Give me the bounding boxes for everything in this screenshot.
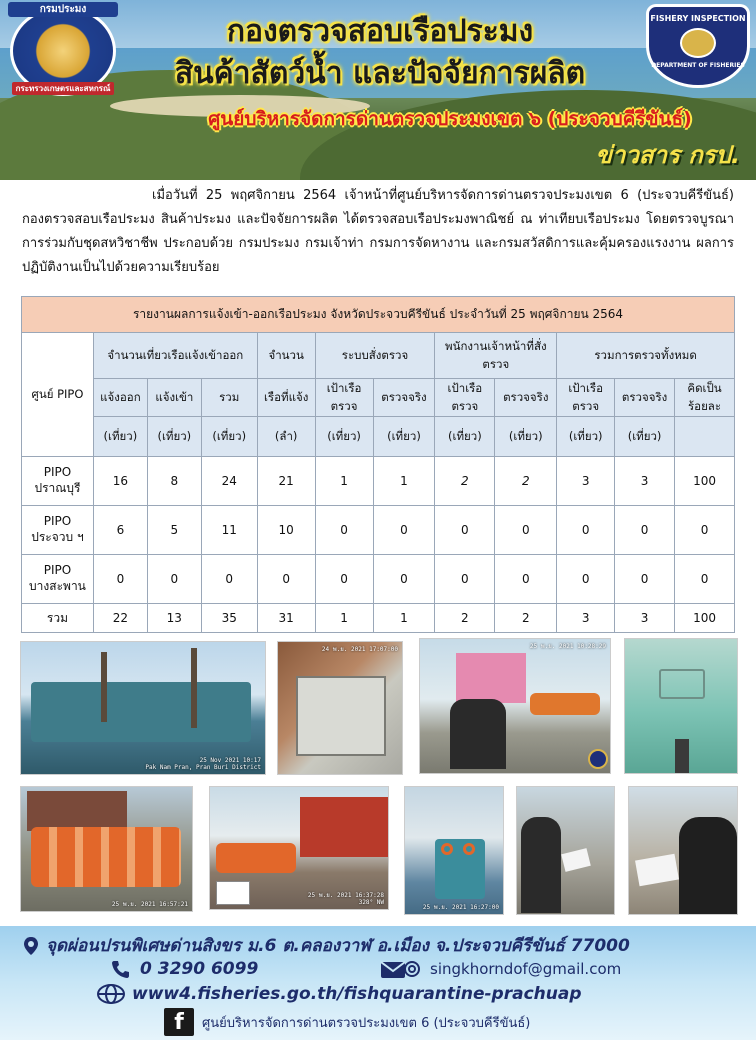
- cell-boats: 10: [257, 506, 315, 555]
- total-label: รวม: [22, 604, 94, 633]
- globe-icon: [96, 984, 126, 1004]
- unit-cell: (เที่ยว): [315, 417, 373, 457]
- unit-cell: (เที่ยว): [615, 417, 675, 457]
- unit-cell: (เที่ยว): [495, 417, 557, 457]
- unit-cell: (เที่ยว): [557, 417, 615, 457]
- report-table: [21, 296, 735, 633]
- header-title-line2: สินค้าสัตว์น้ำ และปัจจัยการผลิต: [174, 56, 586, 91]
- cell-in: 0: [147, 555, 201, 604]
- percent-label-b: ร้อยละ: [687, 398, 722, 413]
- hull-post-shape: [675, 739, 689, 774]
- header-title-line1: กองตรวจสอบเรือประมง: [226, 14, 534, 49]
- sub-sys-target-header: เป้าเรือตรวจ: [315, 379, 373, 417]
- cell-sys-actual: 1: [373, 457, 435, 506]
- total-sys-target: 1: [315, 604, 373, 633]
- cell-percent: 0: [675, 555, 735, 604]
- logo-left-text: กรมประมง: [8, 2, 118, 17]
- cell-boats: 0: [257, 555, 315, 604]
- cell-in: 5: [147, 506, 201, 555]
- cell-tot-target: 3: [557, 457, 615, 506]
- cell-in: 8: [147, 457, 201, 506]
- photo-timestamp: 25 พ.ย. 2021 16:57:21: [111, 901, 188, 908]
- cell-staff-target: 0: [435, 506, 495, 555]
- building-shape: [27, 791, 127, 831]
- officer-shape: [679, 817, 737, 915]
- group-total-header: รวมการตรวจทั้งหมด: [557, 333, 735, 379]
- boat-mast-shape: [191, 648, 197, 728]
- lifebuoy-icon: [463, 843, 475, 855]
- total-boats: 31: [257, 604, 315, 633]
- cell-tot-target: 0: [557, 555, 615, 604]
- footer-website-row: [96, 984, 582, 1004]
- sub-staff-target-header: เป้าเรือตรวจ: [435, 379, 495, 417]
- footer-facebook-row: [164, 1008, 530, 1036]
- sub-sum-header: รวม: [201, 379, 257, 417]
- group-count-header: จำนวน: [257, 333, 315, 379]
- email-icon: [380, 958, 420, 980]
- cell-out: 6: [93, 506, 147, 555]
- row-name-cell: [22, 555, 94, 604]
- photo-crew-group: [20, 786, 193, 912]
- percent-label-a: คิดเป็น: [687, 380, 722, 395]
- boat-mast-shape: [101, 652, 107, 722]
- cell-tot-actual: 0: [615, 506, 675, 555]
- group-trips-header: จำนวนเที่ยวเรือแจ้งเข้าออก: [93, 333, 257, 379]
- photo-inspection-team: [419, 638, 611, 774]
- unit-cell: (ลำ): [257, 417, 315, 457]
- photo-document-check: [516, 786, 615, 915]
- cell-sys-actual: 0: [373, 555, 435, 604]
- cell-sys-target: 1: [315, 457, 373, 506]
- header-tagline: ข่าวสาร กรป.: [595, 141, 740, 169]
- table-row: [22, 555, 735, 604]
- unit-cell: (เที่ยว): [93, 417, 147, 457]
- row-name-b: ประจวบ ฯ: [31, 529, 84, 544]
- table-row: [22, 506, 735, 555]
- cell-sys-target: 0: [315, 555, 373, 604]
- photo-hull-marking: [624, 638, 738, 774]
- crew-group-shape: [530, 693, 600, 715]
- building-shape: [456, 653, 526, 703]
- badge-top-text: FISHERY INSPECTION: [650, 14, 746, 23]
- badge-icon: [588, 749, 608, 769]
- group-system-header: ระบบสั่งตรวจ: [315, 333, 435, 379]
- cell-sum: 0: [201, 555, 257, 604]
- row-name-a: PIPO: [43, 464, 72, 479]
- facebook-icon: f: [164, 1008, 194, 1036]
- cell-sys-target: 0: [315, 506, 373, 555]
- hull-marking-shape: [659, 669, 705, 699]
- cell-staff-actual: 0: [495, 506, 557, 555]
- sub-in-header: แจ้งเข้า: [147, 379, 201, 417]
- crew-group-shape: [216, 843, 296, 873]
- badge-emblem-icon: [680, 28, 716, 58]
- lifebuoy-icon: [441, 843, 453, 855]
- footer-website[interactable]: www4.fisheries.go.th/fishquarantine-prachuap: [132, 984, 582, 1004]
- table-caption: รายงานผลการแจ้งเข้า-ออกเรือประมง จังหวัดประจวบคีรีขันธ์ ประจำวันที่ 25 พฤศจิกายน 2564: [22, 297, 735, 333]
- fish-hold-shape: [296, 676, 386, 756]
- unit-cell: (เที่ยว): [201, 417, 257, 457]
- total-sum: 35: [201, 604, 257, 633]
- phone-icon: [108, 958, 132, 980]
- unit-cell: (เที่ยว): [373, 417, 435, 457]
- row-name-cell: [22, 457, 94, 506]
- row-name-b: บางสะพาน: [29, 578, 86, 593]
- cell-boats: 21: [257, 457, 315, 506]
- logo-left-subtext: กระทรวงเกษตรและสหกรณ์: [12, 82, 114, 95]
- cell-staff-actual: 2: [495, 457, 557, 506]
- cell-tot-actual: 0: [615, 555, 675, 604]
- col-center-header: ศูนย์ PIPO: [22, 333, 94, 457]
- sub-tot-actual-header: ตรวจจริง: [615, 379, 675, 417]
- cell-tot-actual: 3: [615, 457, 675, 506]
- total-tot-target: 3: [557, 604, 615, 633]
- crew-lifejackets-shape: [31, 827, 181, 887]
- row-name-a: PIPO: [43, 513, 72, 528]
- footer-phone[interactable]: 0 3290 6099: [140, 959, 259, 979]
- map-pin-icon: [20, 935, 42, 957]
- total-out: 22: [93, 604, 147, 633]
- badge-bottom-text: DEPARTMENT OF FISHERIES: [651, 62, 745, 69]
- photo-timestamp: 25 พ.ย. 2021 16:27:00: [422, 904, 499, 911]
- sub-tot-target-header: เป้าเรือตรวจ: [557, 379, 615, 417]
- photo-officer-writing: [628, 786, 738, 915]
- header-title-line3: ศูนย์บริหารจัดการด่านตรวจประมงเขต ๖ (ประจวบคีรีขันธ์): [208, 108, 692, 130]
- total-percent: 100: [675, 604, 735, 633]
- group-staff-header: พนักงานเจ้าหน้าที่สั่งตรวจ: [435, 333, 557, 379]
- unit-cell: (เที่ยว): [147, 417, 201, 457]
- photo-timestamp: 25 พ.ย. 2021 10:28:29: [529, 643, 606, 650]
- table-row: [22, 457, 735, 506]
- report-table-wrapper: [21, 296, 735, 633]
- row-name-a: PIPO: [43, 562, 72, 577]
- cell-out: 16: [93, 457, 147, 506]
- cell-staff-target: 2: [435, 457, 495, 506]
- boat-shape: [300, 797, 388, 857]
- photo-fishing-boats: [20, 641, 266, 775]
- total-sys-actual: 1: [373, 604, 435, 633]
- photo-pier-inspection: [209, 786, 389, 910]
- cell-sum: 24: [201, 457, 257, 506]
- total-tot-actual: 3: [615, 604, 675, 633]
- cell-sum: 11: [201, 506, 257, 555]
- total-staff-actual: 2: [495, 604, 557, 633]
- footer-phone-row: [108, 958, 258, 980]
- map-inset-shape: [216, 881, 250, 905]
- sub-sys-actual-header: ตรวจจริง: [373, 379, 435, 417]
- photo-timestamp: 25 Nov 2021 10:17 Pak Nam Pran, Pran Buri District: [145, 757, 261, 771]
- row-name-cell: [22, 506, 94, 555]
- document-icon: [561, 848, 591, 872]
- clipboard-icon: [635, 854, 679, 887]
- sub-percent-header: [675, 379, 735, 417]
- total-in: 13: [147, 604, 201, 633]
- boat-hull-shape: [31, 682, 251, 742]
- photo-boat-front: [404, 786, 504, 915]
- cell-staff-target: 0: [435, 555, 495, 604]
- total-staff-target: 2: [435, 604, 495, 633]
- officer-shape: [521, 817, 561, 913]
- row-name-b: ปราณบุรี: [34, 480, 81, 495]
- cell-percent: 0: [675, 506, 735, 555]
- footer-email[interactable]: singkhorndof@gmail.com: [430, 960, 622, 978]
- news-paragraph: เมื่อวันที่ 25 พฤศจิกายน 2564 เจ้าหน้าที่ศูนย์บริหารจัดการด่านตรวจประมงเขต 6 (ประจวบคีรีขันธ์) กองตรวจสอบเรือประมง สินค้าประมง และปัจจัยการผลิต ได้ตรวจสอบเรือประมงพาณิชย์ ณ ท่าเทียบเรือประมง โดยตรวจบูรณาการร่วมกับชุดสหวิชาชีพ ประกอบด้วย กรมประมง กรมเจ้าท่า กรมการจัดหางาน และกรมสวัสดิการและคุ้มครองแรงงาน ผลการปฏิบัติงานเป็นไปด้วยความเรียบร้อย: [22, 188, 734, 275]
- footer-email-row: [380, 958, 621, 980]
- cell-tot-target: 0: [557, 506, 615, 555]
- sub-boats-header: เรือที่แจ้ง: [257, 379, 315, 417]
- officer-shape: [450, 699, 506, 769]
- footer-facebook[interactable]: ศูนย์บริหารจัดการด่านตรวจประมงเขต 6 (ประจวบคีรีขันธ์): [202, 1015, 531, 1031]
- cell-sys-actual: 0: [373, 506, 435, 555]
- sub-staff-actual-header: ตรวจจริง: [495, 379, 557, 417]
- photo-timestamp: 25 พ.ย. 2021 16:37:28 328° NW: [307, 892, 384, 906]
- footer-address: จุดผ่อนปรนพิเศษด่านสิงขร ม.6 ต.คลองวาฬ อ.เมือง จ.ประจวบคีรีขันธ์ 77000: [46, 936, 630, 956]
- cell-percent: 100: [675, 457, 735, 506]
- photo-fish-hold: [277, 641, 403, 775]
- sub-out-header: แจ้งออก: [93, 379, 147, 417]
- cell-out: 0: [93, 555, 147, 604]
- unit-cell: (เที่ยว): [435, 417, 495, 457]
- table-total-row: [22, 604, 735, 633]
- cell-staff-actual: 0: [495, 555, 557, 604]
- unit-cell: [675, 417, 735, 457]
- footer-address-row: [20, 932, 630, 959]
- photo-timestamp: 24 พ.ย. 2021 17:07:00: [321, 646, 398, 653]
